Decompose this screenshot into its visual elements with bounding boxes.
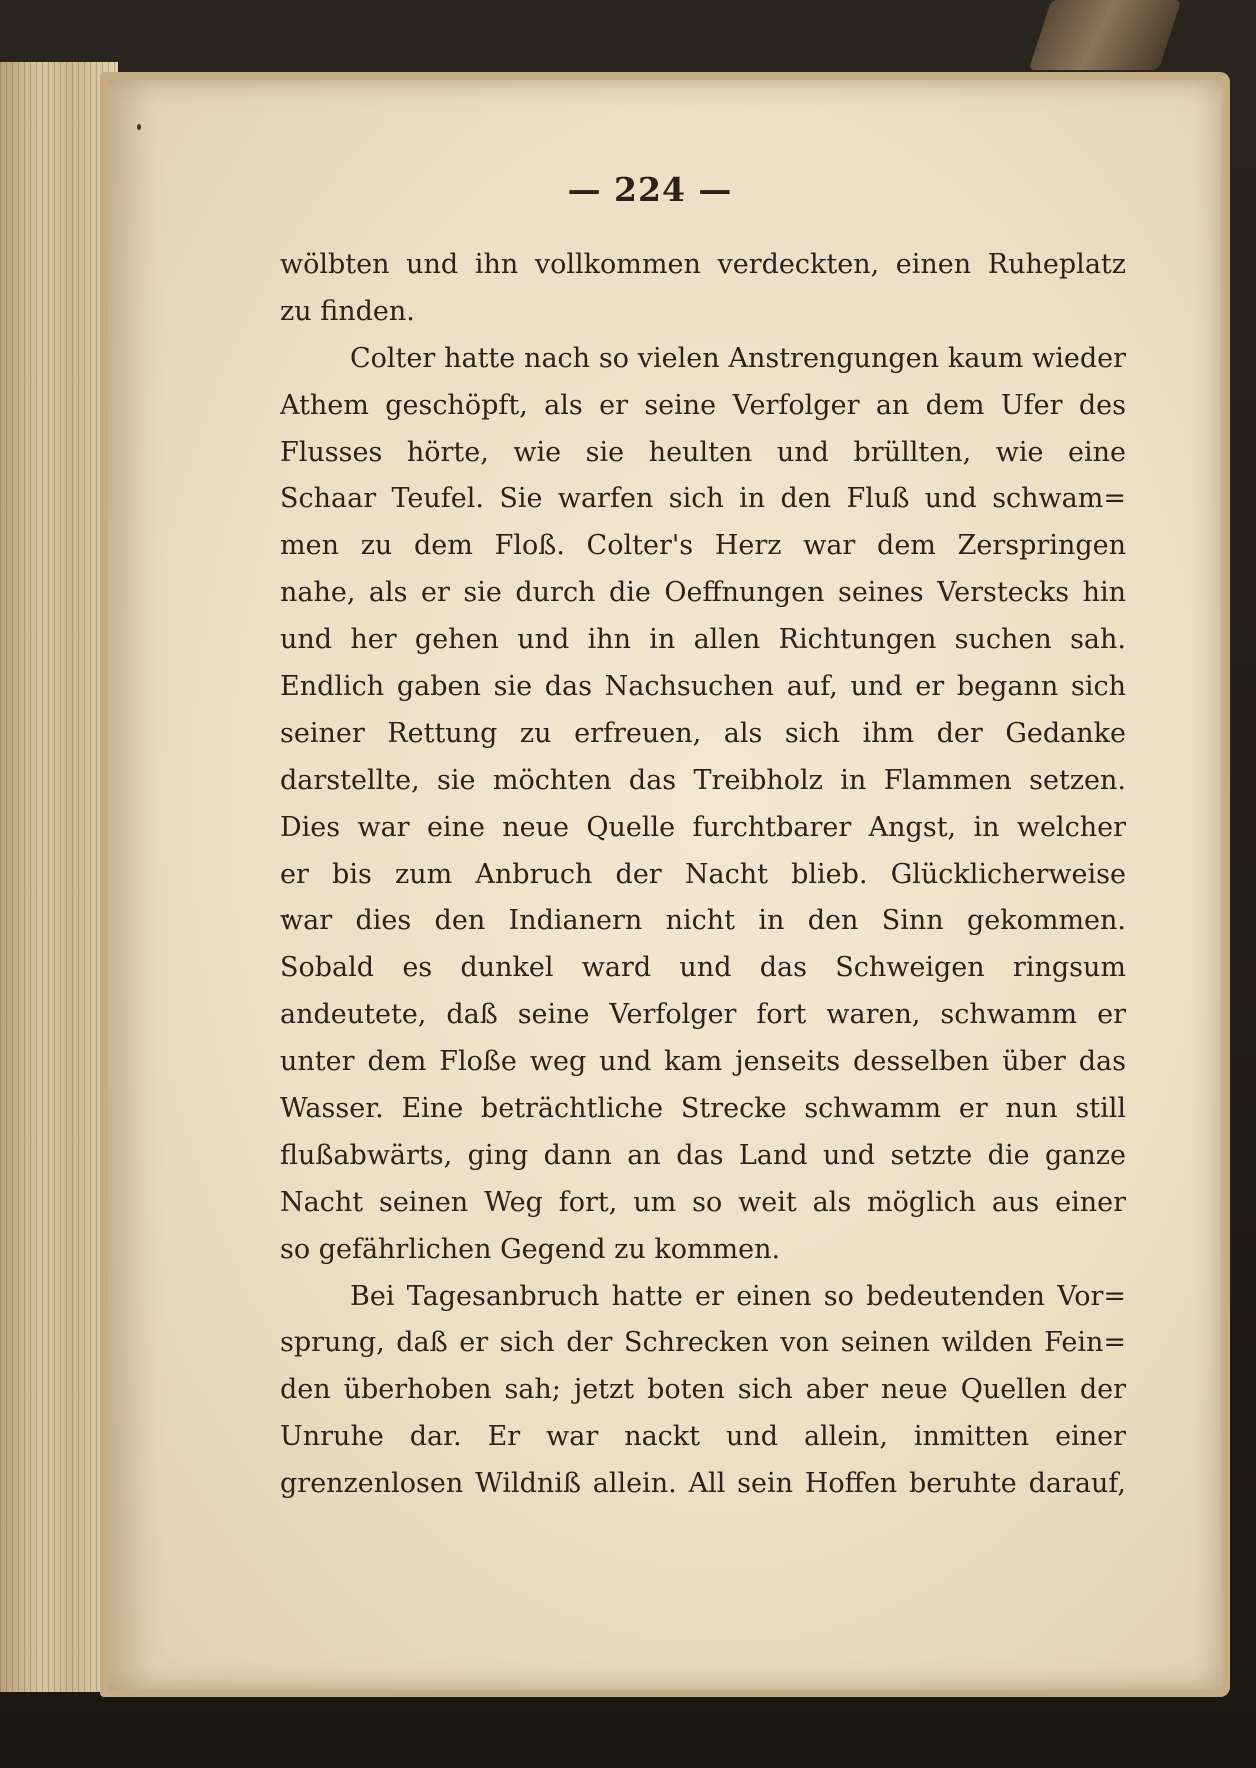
text-line: darstellte, sie möchten das Treibholz in Flammen setzen. [280, 764, 1126, 796]
ink-speck [137, 124, 141, 130]
text-line: Athem geschöpft, als er seine Verfolger an dem Ufer des [280, 389, 1126, 421]
text-line: und her gehen und ihn in allen Richtungen suchen sah. [280, 624, 1126, 656]
text-line: Schaar Teufel. Sie warfen sich in den Fluß und schwam= [280, 483, 1126, 515]
text-line: Nacht seinen Weg fort, um so weit als möglich aus einer [280, 1186, 1126, 1218]
text-line: Unruhe dar. Er war nackt und allein, inmitten einer [280, 1421, 1126, 1453]
text-line: Bei Tagesanbruch hatte er einen so bedeutenden Vor= [350, 1280, 1126, 1312]
page-number: — 224 — [567, 170, 733, 209]
text-line: war dies den Indianern nicht in den Sinn gekommen. [280, 905, 1126, 937]
text-line: wölbten und ihn vollkommen verdeckten, einen Ruheplatz [280, 249, 1126, 280]
text-line: grenzenlosen Wildniß allein. All sein Hoffen beruhte darauf, [280, 1468, 1126, 1500]
text-line: men zu dem Floß. Colter's Herz war dem Zerspringen [280, 530, 1126, 562]
text-line: Wasser. Eine beträchtliche Strecke schwamm er nun still [280, 1093, 1126, 1125]
text-line: Colter hatte nach so vielen Anstrengungen kaum wieder [350, 342, 1126, 374]
text-line: flußabwärts, ging dann an das Land und setzte die ganze [280, 1139, 1126, 1171]
text-line: unter dem Floße weg und kam jenseits desselben über das [280, 1046, 1126, 1078]
text-line: er bis zum Anbruch der Nacht blieb. Glücklicherweise [280, 858, 1126, 890]
text-line: Sobald es dunkel ward und das Schweigen ringsum [280, 952, 1126, 984]
bookmark-strap [1029, 0, 1182, 70]
text-line: Endlich gaben sie das Nachsuchen auf, und er begann sich [280, 671, 1126, 703]
text-line: zu finden. [280, 295, 415, 327]
text-line: seiner Rettung zu erfreuen, als sich ihm der Gedanke [280, 717, 1126, 749]
text-line: andeutete, daß seine Verfolger fort waren, schwamm er [280, 999, 1126, 1031]
page-text [280, 242, 1126, 1508]
text-line: nahe, als er sie durch die Oeffnungen seines Verstecks hin [280, 577, 1126, 609]
text-line: sprung, daß er sich der Schrecken von seinen wilden Fein= [280, 1327, 1126, 1359]
text-line: den überhoben sah; jetzt boten sich aber neue Quellen der [280, 1374, 1126, 1406]
text-line: Dies war eine neue Quelle furchtbarer Angst, in welcher [280, 811, 1126, 843]
text-line: Flusses hörte, wie sie heulten und brüllten, wie eine [280, 436, 1126, 468]
text-line: so gefährlichen Gegend zu kommen. [280, 1233, 781, 1265]
